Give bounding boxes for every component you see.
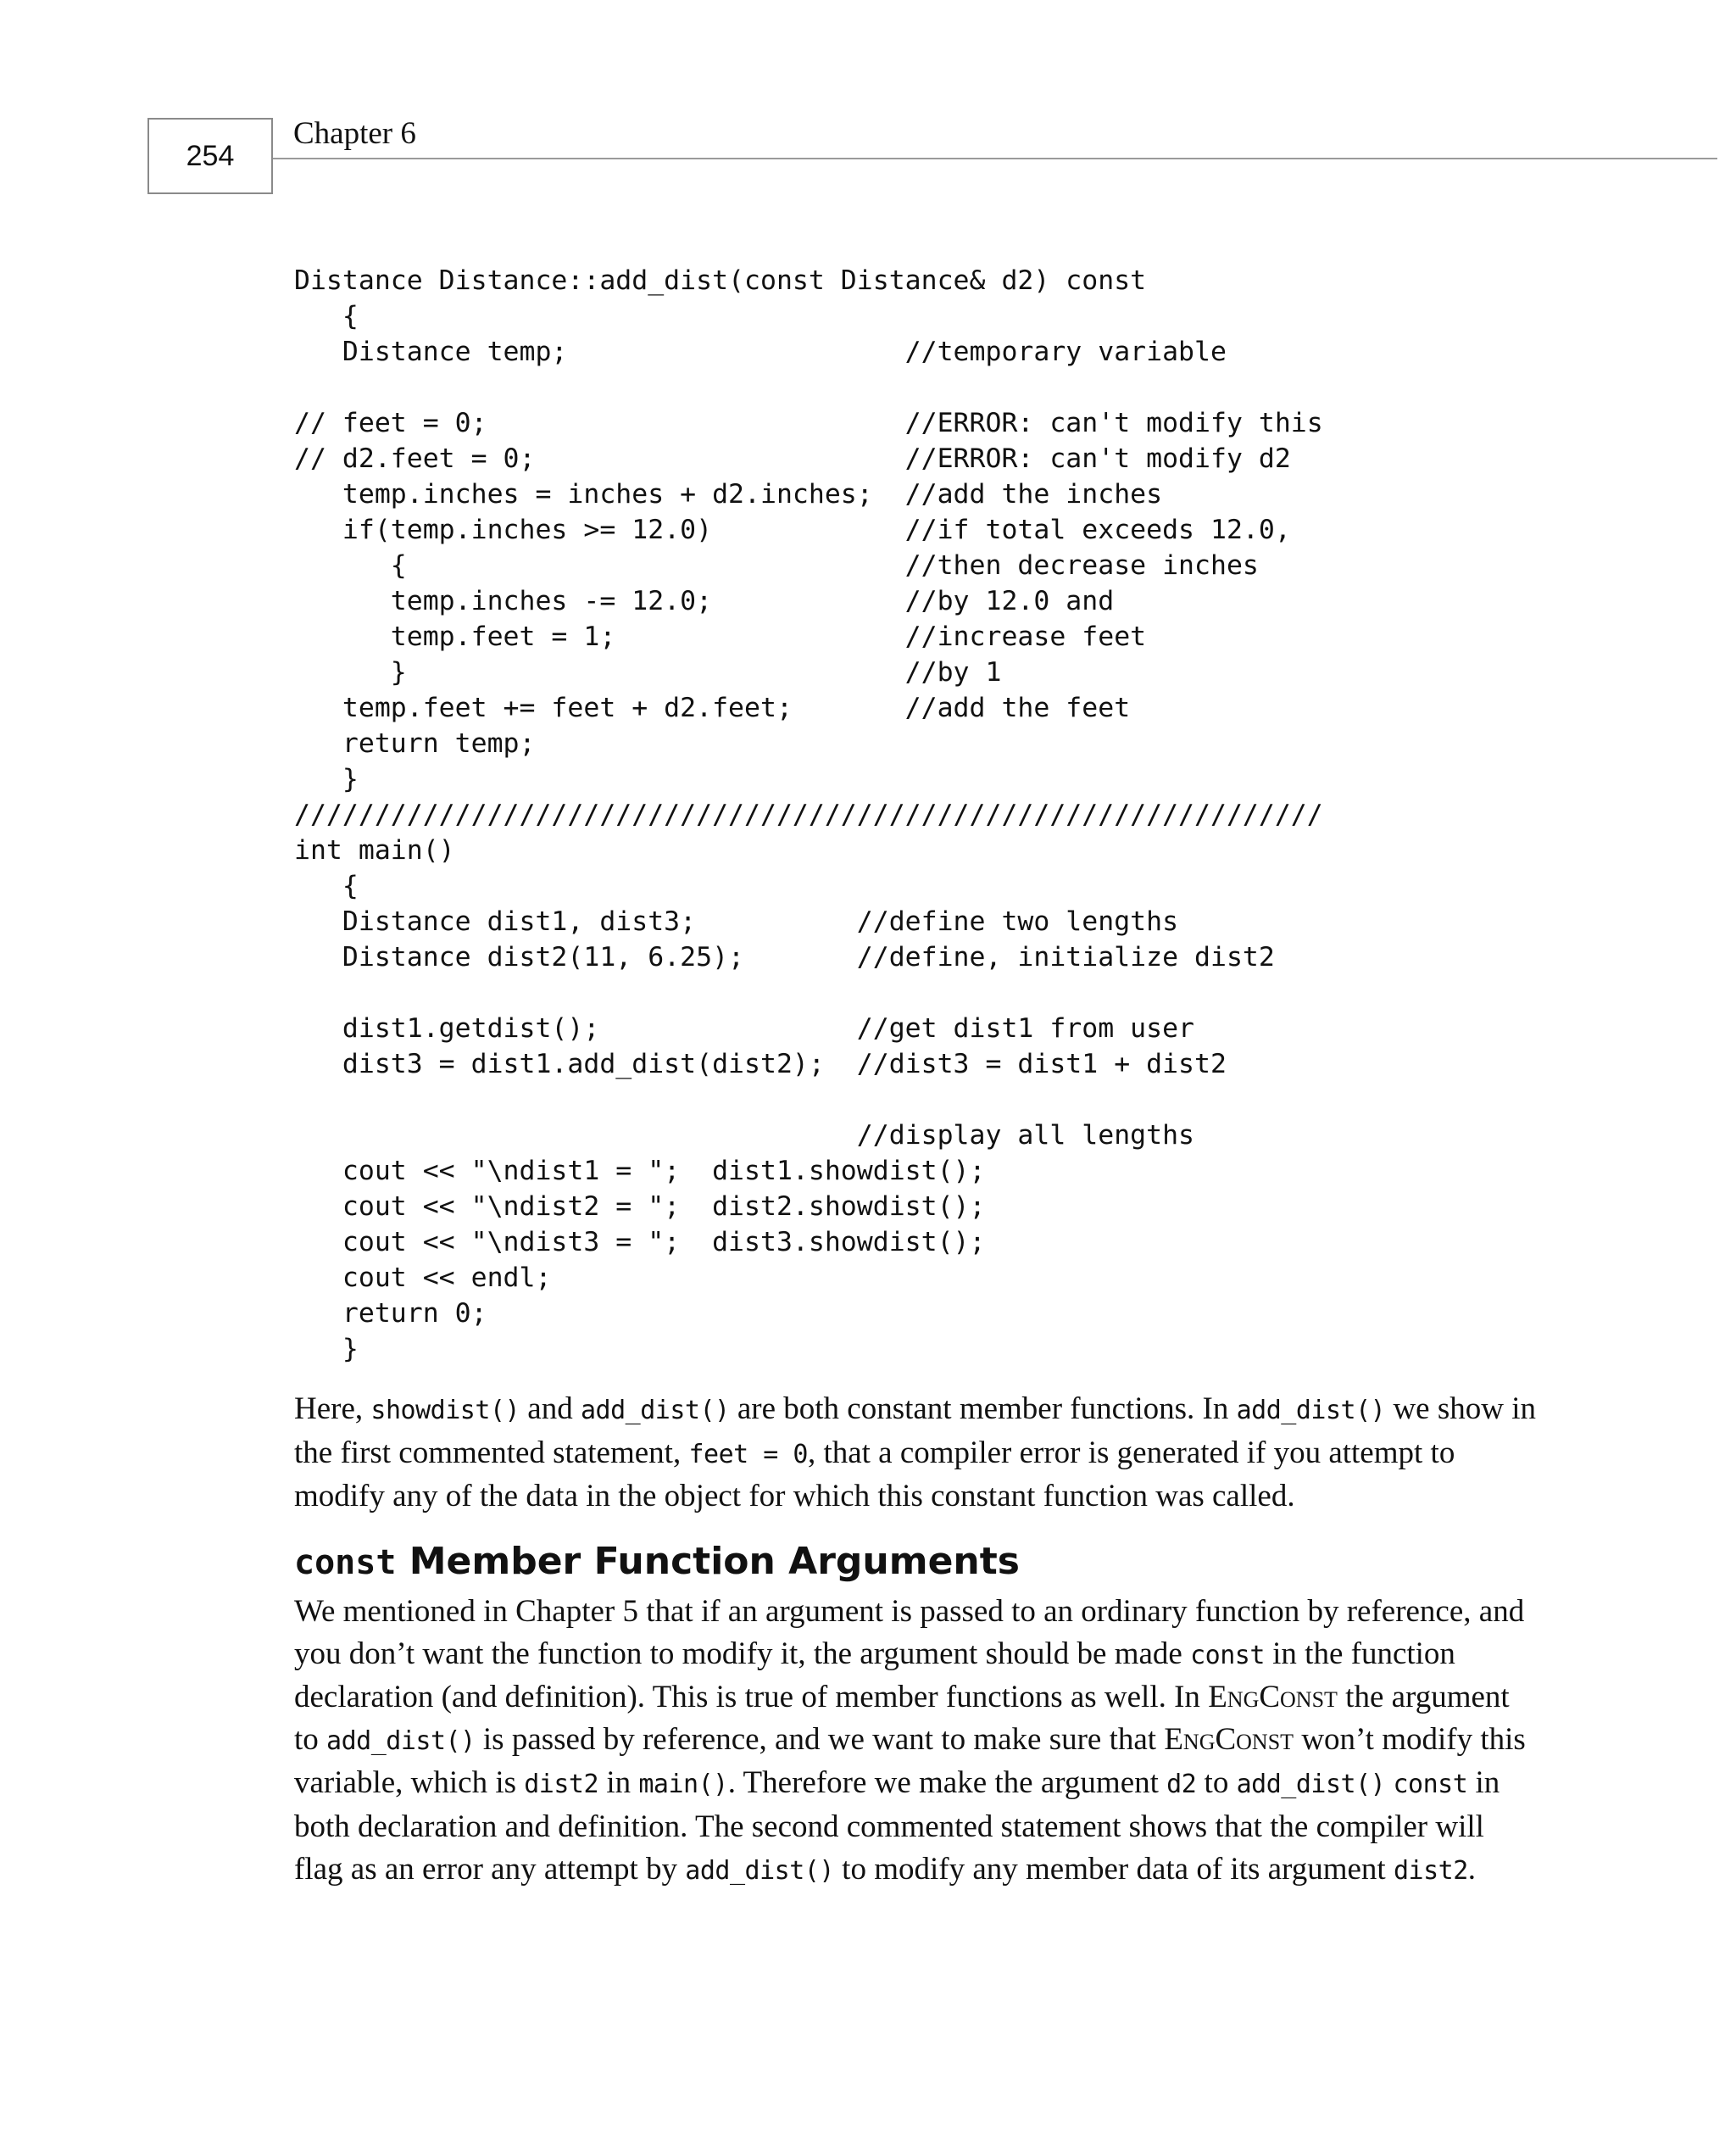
text-run: in both declaration and definition. The second commented statement shows that the compiler will flag as an error any attempt by xyxy=(294,1765,1500,1887)
section-heading xyxy=(294,1536,1020,1588)
code-line: } xyxy=(294,764,359,794)
code-line: // d2.feet = 0; //ERROR: can't modify d2 xyxy=(294,443,1291,474)
inline-code: const xyxy=(1393,1770,1468,1800)
code-line: int main() xyxy=(294,835,455,866)
inline-code: main() xyxy=(638,1770,728,1800)
code-line: Distance dist2(11, 6.25); //define, initialize dist2 xyxy=(294,942,1275,973)
code-line: if(temp.inches >= 12.0) //if total exceeds 12.0, xyxy=(294,515,1291,545)
code-line: //////////////////////////////////////////////////////////////// xyxy=(294,800,1323,830)
code-line: cout << endl; xyxy=(294,1263,552,1293)
code-line: cout << "\ndist1 = "; dist1.showdist(); xyxy=(294,1156,986,1186)
inline-code: add_dist() xyxy=(1236,1396,1386,1425)
heading-text: Member Function Arguments xyxy=(396,1540,1020,1583)
chapter-title: Chapter 6 xyxy=(293,116,416,151)
text-run: , that a compiler error is generated if you attempt to modify any of the data in the object for which this constant function was called. xyxy=(294,1435,1455,1514)
code-line: temp.feet += feet + d2.feet; //add the feet xyxy=(294,693,1131,723)
text-run: Here, xyxy=(294,1391,371,1426)
inline-code: d2 xyxy=(1166,1770,1197,1800)
text-run: is passed by reference, and we want to make sure that xyxy=(475,1721,1165,1757)
text-run: . Therefore we make the argument xyxy=(727,1765,1167,1801)
inline-code: showdist() xyxy=(370,1396,520,1425)
text-run: in the function declaration (and definition). This is true of member functions as well. In xyxy=(294,1636,1455,1715)
inline-code: dist2 xyxy=(1393,1855,1468,1886)
code-line: return temp; xyxy=(294,728,536,759)
code-line: temp.inches = inches + d2.inches; //add the inches xyxy=(294,479,1163,510)
code-line: } xyxy=(294,1334,359,1364)
text-run: won’t modify this variable, which is xyxy=(294,1721,1526,1801)
code-line: { xyxy=(294,301,359,332)
text-run: to modify any member data of its argument xyxy=(833,1851,1394,1887)
inline-code: add_dist() xyxy=(326,1725,476,1756)
code-line: Distance temp; //temporary variable xyxy=(294,337,1227,367)
text-run: are both constant member functions. In xyxy=(729,1391,1237,1426)
inline-code: const xyxy=(1190,1640,1265,1670)
header-rule xyxy=(273,158,1717,159)
program-name: EngConst xyxy=(1208,1680,1338,1715)
inline-code: add_dist() xyxy=(580,1396,730,1425)
code-line: temp.inches -= 12.0; //by 12.0 and xyxy=(294,586,1115,616)
paragraph-body xyxy=(294,1591,1540,1892)
code-line: dist1.getdist(); //get dist1 from user xyxy=(294,1013,1195,1044)
code-line: { //then decrease inches xyxy=(294,550,1259,581)
text-run: . xyxy=(1467,1851,1477,1887)
code-line xyxy=(294,370,1323,405)
heading-code: const xyxy=(294,1543,397,1582)
inline-code: dist2 xyxy=(524,1770,599,1800)
program-name: EngConst xyxy=(1164,1721,1294,1757)
code-line: // feet = 0; //ERROR: can't modify this xyxy=(294,408,1323,438)
text-run: in xyxy=(598,1765,639,1801)
code-line: cout << "\ndist3 = "; dist3.showdist(); xyxy=(294,1227,986,1257)
code-line: temp.feet = 1; //increase feet xyxy=(294,622,1147,652)
code-listing xyxy=(294,263,1323,1367)
code-line: cout << "\ndist2 = "; dist2.showdist(); xyxy=(294,1191,986,1222)
code-line: //display all lengths xyxy=(294,1120,1195,1151)
text-run: We mentioned in Chapter 5 that if an argument is passed to an ordinary function by reference, and you don’t want the function to modify it, the argument should be made xyxy=(294,1594,1525,1671)
page-number: 254 xyxy=(147,118,273,194)
code-line: { xyxy=(294,871,359,901)
text-run: the argument to xyxy=(294,1680,1510,1757)
code-line xyxy=(294,975,1323,1011)
code-line xyxy=(294,1082,1323,1118)
code-line: return 0; xyxy=(294,1298,487,1329)
code-line: Distance Distance::add_dist(const Distance& d2) const xyxy=(294,265,1147,296)
inline-code: add_dist() xyxy=(1236,1770,1386,1800)
text-run: to xyxy=(1196,1765,1237,1801)
paragraph-explanation xyxy=(294,1388,1540,1518)
text-run: we show in the first commented statement, xyxy=(294,1391,1536,1470)
code-line: } //by 1 xyxy=(294,657,1002,688)
text-run: and xyxy=(520,1391,581,1426)
code-line: Distance dist1, dist3; //define two lengths xyxy=(294,906,1179,937)
inline-code: add_dist() xyxy=(685,1855,834,1886)
inline-code: feet = 0 xyxy=(688,1439,808,1469)
code-line: dist3 = dist1.add_dist(dist2); //dist3 = dist1 + dist2 xyxy=(294,1049,1227,1079)
